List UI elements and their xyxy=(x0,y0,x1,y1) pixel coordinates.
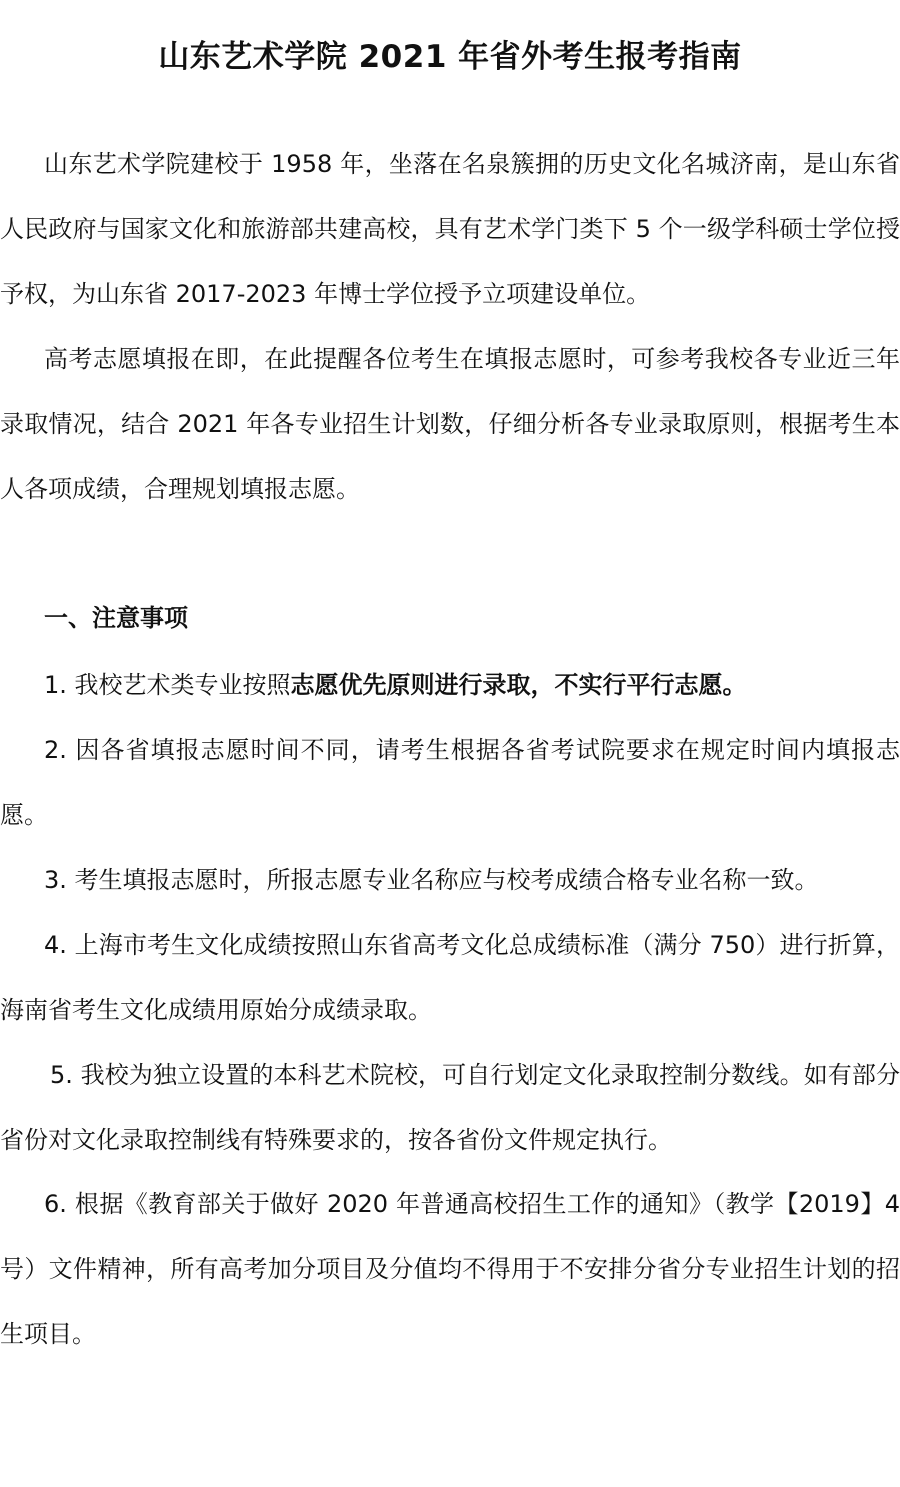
note-item-1 xyxy=(0,653,900,718)
note-item-1-text: 1. 我校艺术类专业按照 xyxy=(44,671,291,699)
note-item-4: 4. 上海市考生文化成绩按照山东省高考文化总成绩标准（满分 750）进行折算，海南省考生文化成绩用原始分成绩录取。 xyxy=(0,931,900,1024)
note-item-5: 5. 我校为独立设置的本科艺术院校，可自行划定文化录取控制分数线。如有部分省份对文化录取控制线有特殊要求的，按各省份文件规定执行。 xyxy=(0,1061,900,1154)
note-item-6: 6. 根据《教育部关于做好 2020 年普通高校招生工作的通知》（教学【2019】4 号）文件精神，所有高考加分项目及分值均不得用于不安排分省分专业招生计划的招生项目。 xyxy=(0,1190,900,1348)
intro-paragraph-1: 山东艺术学院建校于 1958 年，坐落在名泉簇拥的历史文化名城济南，是山东省人民政府与国家文化和旅游部共建高校，具有艺术学门类下 5 个一级学科硕士学位授予权，为山东省 2017-2023 年博士学位授予立项建设单位。 xyxy=(0,150,900,308)
note-item-3: 3. 考生填报志愿时，所报志愿专业名称应与校考成绩合格专业名称一致。 xyxy=(44,866,819,894)
note-item-1-emphasis: 志愿优先原则进行录取，不实行平行志愿。 xyxy=(290,671,747,699)
document-title: 山东艺术学院 2021 年省外考生报考指南 xyxy=(158,38,742,75)
note-item-2: 2. 因各省填报志愿时间不同，请考生根据各省考试院要求在规定时间内填报志愿。 xyxy=(0,736,900,829)
intro-paragraph-2: 高考志愿填报在即，在此提醒各位考生在填报志愿时，可参考我校各专业近三年录取情况，结合 2021 年各专业招生计划数，仔细分析各专业录取原则，根据考生本人各项成绩，合理规划填报志愿。 xyxy=(0,345,900,503)
section-heading-notes: 一、注意事项 xyxy=(44,604,188,632)
